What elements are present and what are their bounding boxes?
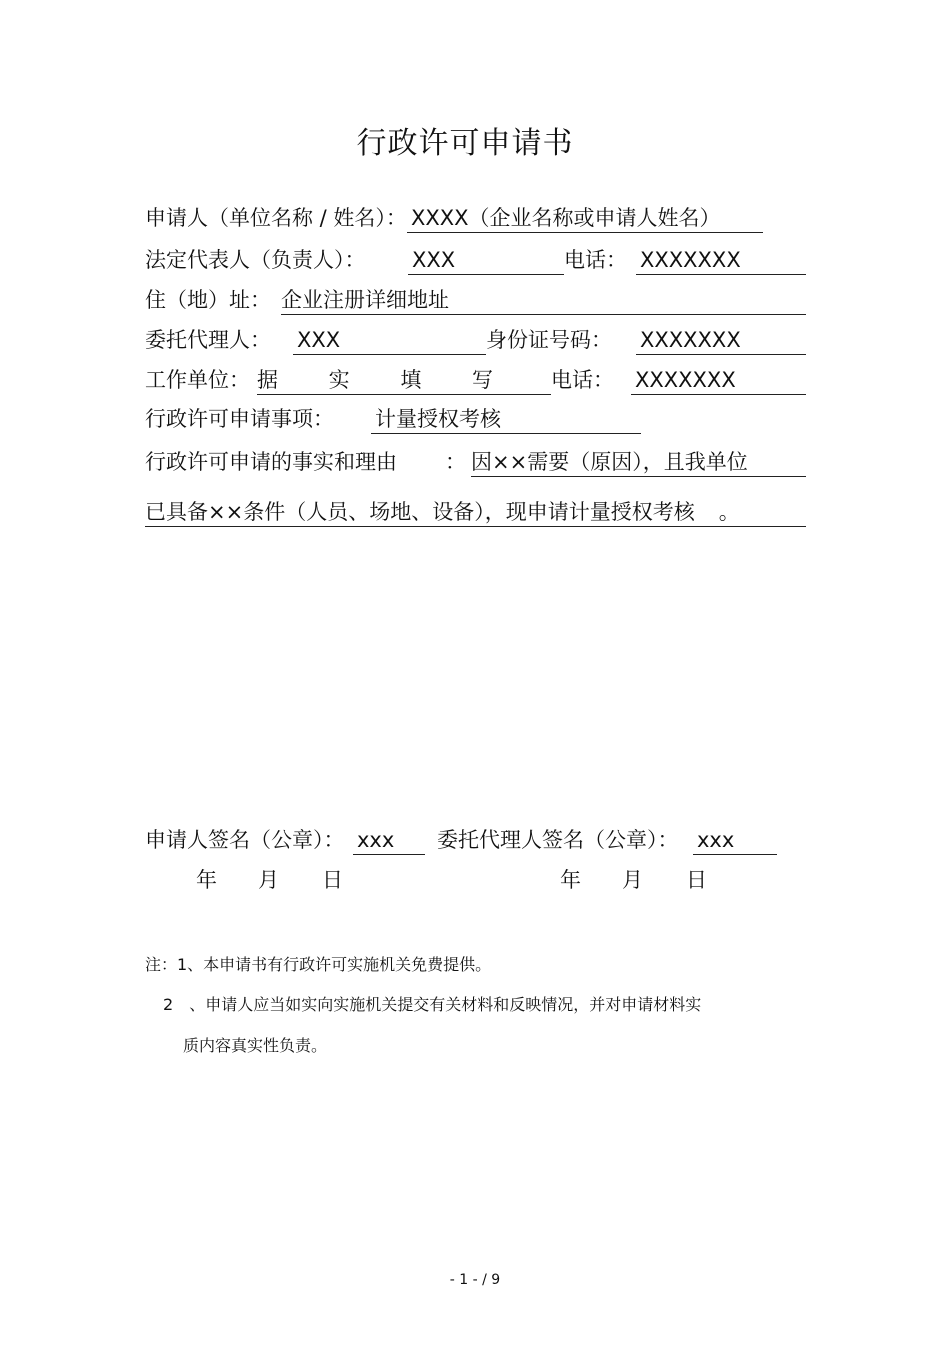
- signature-row: [145, 825, 777, 855]
- address-row: [145, 285, 806, 315]
- address-field[interactable]: 企业注册详细地址: [281, 285, 806, 315]
- agent-date-day: 日: [686, 868, 707, 892]
- applicant-date-month: 月: [258, 868, 279, 892]
- reason-field-line2[interactable]: [145, 497, 806, 527]
- note-2-number: 2: [163, 995, 174, 1014]
- applicant-date-year: 年: [196, 868, 217, 892]
- workplace-row: [145, 365, 806, 395]
- reason-label: 行政许可申请的事实和理由: [145, 450, 397, 474]
- address-label: 住（地）址：: [145, 288, 271, 312]
- agent-date-month: 月: [622, 868, 643, 892]
- legal-rep-field[interactable]: XXX: [408, 245, 564, 275]
- agent-id-field[interactable]: XXXXXXX: [636, 325, 806, 355]
- reason-line2-text: 已具备××条件（人员、场地、设备），现申请计量授权考核: [145, 500, 695, 524]
- note-1: 注：1、本申请书有行政许可实施机关免费提供。: [145, 955, 492, 974]
- legal-rep-phone-label: 电话：: [564, 248, 627, 272]
- applicant-field[interactable]: XXXX（企业名称或申请人姓名）: [407, 203, 763, 233]
- page-title: 行政许可申请书: [356, 126, 574, 161]
- applicant-date: [196, 865, 343, 895]
- applicant-signature-label: 申请人签名（公章）：: [145, 828, 345, 852]
- applicant-label: 申请人（单位名称 / 姓名）：: [145, 206, 407, 230]
- note-2: [163, 992, 701, 1015]
- workplace-label: 工作单位：: [145, 368, 250, 392]
- workplace-phone-field[interactable]: XXXXXXX: [631, 365, 806, 395]
- legal-rep-label: 法定代表人（负责人）：: [145, 248, 366, 272]
- agent-date-year: 年: [560, 868, 581, 892]
- agent-signature-label: 委托代理人签名（公章）：: [437, 828, 679, 852]
- note-2-text: 、申请人应当如实向实施机关提交有关材料和反映情况，并对申请材料实: [189, 995, 702, 1014]
- note-3: 质内容真实性负责。: [183, 1036, 328, 1055]
- agent-date: [560, 865, 707, 895]
- agent-signature-field[interactable]: xxx: [693, 825, 777, 855]
- agent-field[interactable]: XXX: [293, 325, 486, 355]
- reason-row-1: [145, 447, 806, 477]
- workplace-field[interactable]: [257, 365, 551, 395]
- workplace-value: 据 实 填 写: [257, 368, 516, 392]
- page-number: - 1 - / 9: [449, 1272, 501, 1288]
- item-field[interactable]: 计量授权考核: [371, 404, 641, 434]
- agent-label: 委托代理人：: [145, 328, 271, 352]
- legal-rep-phone-field[interactable]: XXXXXXX: [636, 245, 806, 275]
- applicant-row: [145, 203, 763, 233]
- workplace-phone-label: 电话：: [551, 368, 614, 392]
- agent-row: [145, 325, 806, 355]
- reason-colon: ：: [445, 450, 466, 474]
- reason-end: 。: [718, 500, 740, 524]
- applicant-date-day: 日: [322, 868, 343, 892]
- legal-rep-row: [145, 245, 806, 275]
- agent-id-label: 身份证号码：: [486, 328, 612, 352]
- item-label: 行政许可申请事项：: [145, 407, 334, 431]
- reason-field-line1[interactable]: 因××需要（原因），且我单位: [471, 447, 806, 477]
- item-row: [145, 404, 641, 434]
- applicant-signature-field[interactable]: xxx: [353, 825, 425, 855]
- reason-row-2: [145, 497, 806, 527]
